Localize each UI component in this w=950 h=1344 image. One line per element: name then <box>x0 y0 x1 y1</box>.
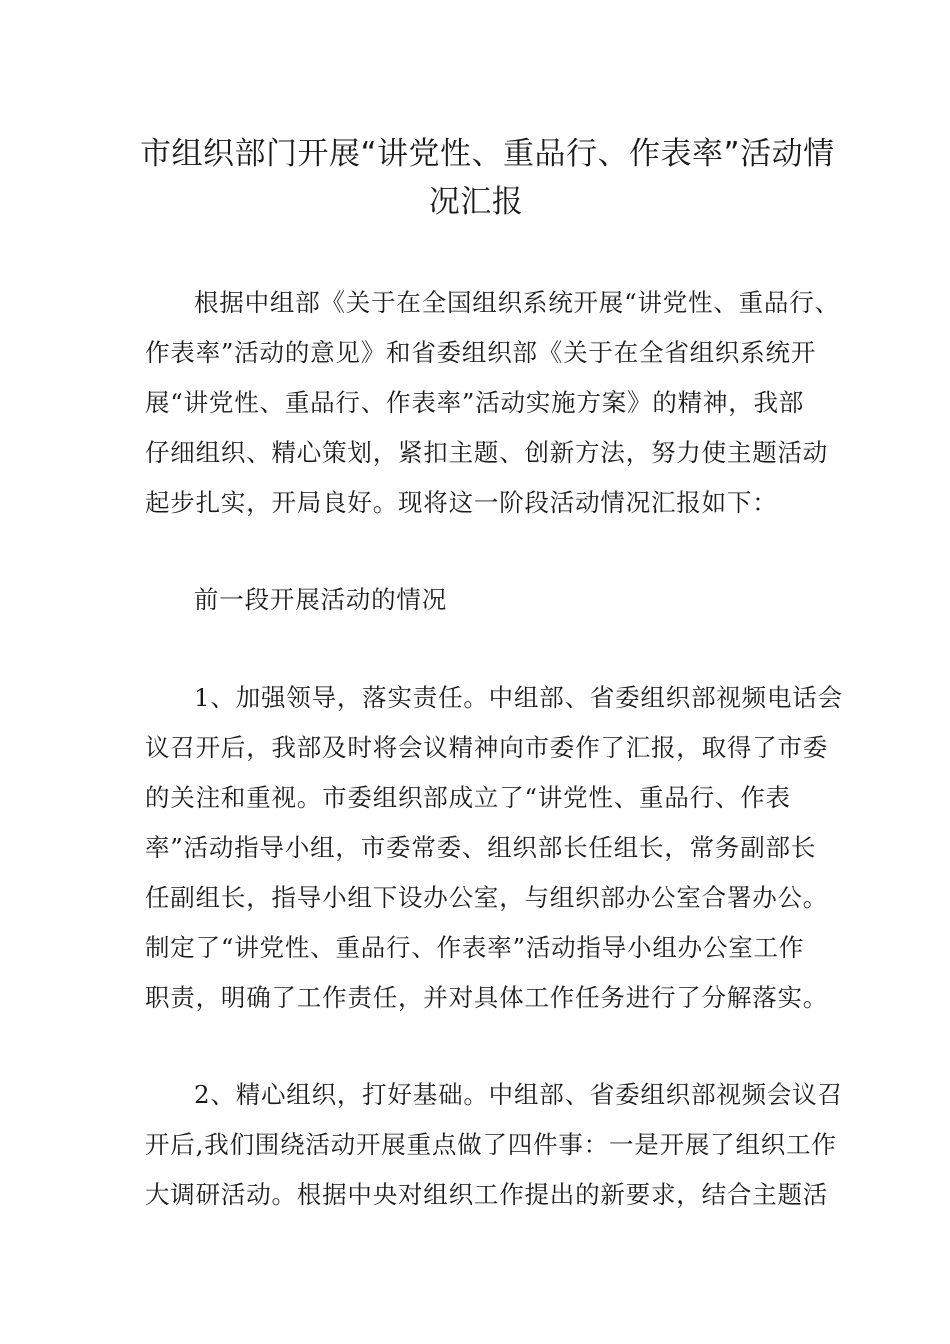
paragraph-line: 职责，明确了工作责任，并对具体工作任务进行了分解落实。 <box>145 983 829 1012</box>
item-1-paragraph <box>145 673 843 1023</box>
paragraph-line: 作表率”活动的意见》和省委组织部《关于在全省组织系统开 <box>145 338 817 367</box>
paragraph-line: 议召开后，我部及时将会议精神向市委作了汇报，取得了市委 <box>145 733 829 762</box>
title-line-1: 市组织部门开展“讲党性、重品行、作表率”活动情 <box>140 136 835 172</box>
paragraph-line: 开后,我们围绕活动开展重点做了四件事：一是开展了组织工作 <box>145 1130 837 1159</box>
paragraph-line: 根据中组部《关于在全国组织系统开展“讲党性、重品行、 <box>194 288 840 317</box>
paragraph-line: 的关注和重视。市委组织部成立了“讲党性、重品行、作表 <box>145 783 791 812</box>
paragraph-line: 2、精心组织，打好基础。中组部、省委组织部视频会议召 <box>194 1080 843 1109</box>
paragraph-line: 起步扎实，开局良好。现将这一阶段活动情况汇报如下： <box>145 488 778 517</box>
paragraph-line: 大调研活动。根据中央对组织工作提出的新要求，结合主题活 <box>145 1180 829 1209</box>
paragraph-line: 率”活动指导小组，市委常委、组织部长任组长，常务副部长 <box>145 833 817 862</box>
item-2-paragraph <box>145 1070 843 1220</box>
paragraph-line: 展“讲党性、重品行、作表率”活动实施方案》的精神，我部 <box>145 388 805 417</box>
section-heading <box>145 575 813 625</box>
document-title <box>140 130 835 226</box>
paragraph-line: 制定了“讲党性、重品行、作表率”活动指导小组办公室工作 <box>145 933 805 962</box>
paragraph-line: 任副组长，指导小组下设办公室，与组织部办公室合署办公。 <box>145 883 829 912</box>
paragraph-line: 1、加强领导，落实责任。中组部、省委组织部视频电话会 <box>194 683 843 712</box>
section-heading-text: 前一段开展活动的情况 <box>194 585 447 614</box>
paragraph-line: 仔细组织、精心策划，紧扣主题、创新方法，努力使主题活动 <box>145 438 829 467</box>
intro-paragraph <box>145 278 840 528</box>
title-line-2: 况汇报 <box>428 184 524 220</box>
